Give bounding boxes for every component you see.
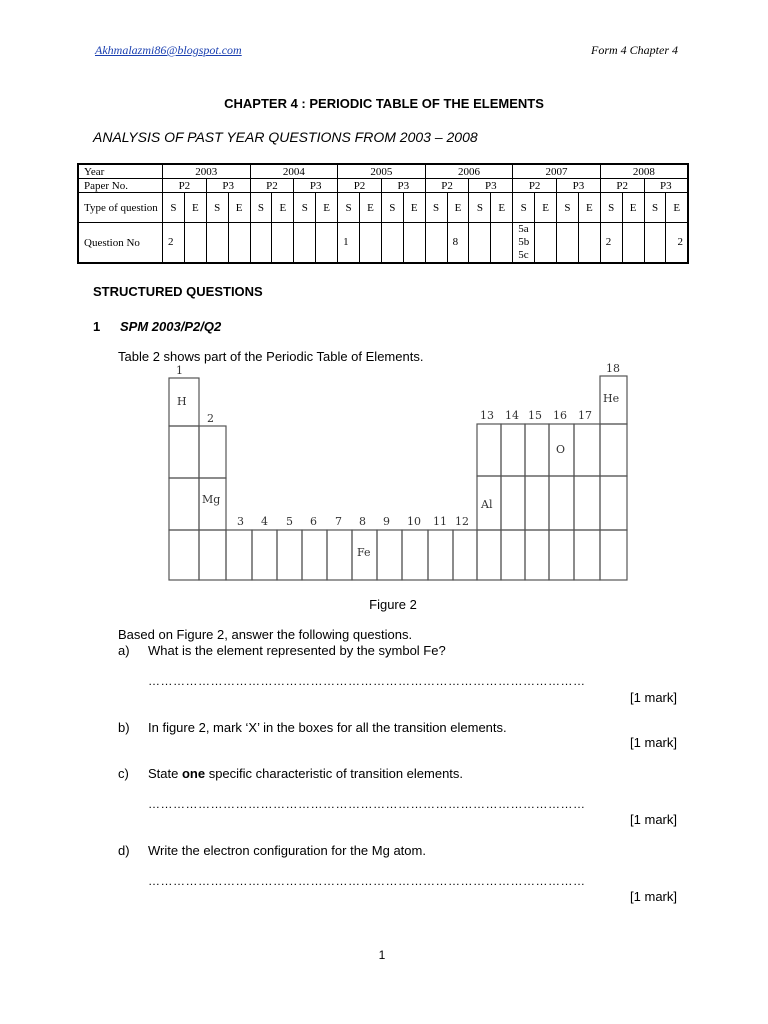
periodic-table-cell [549, 476, 574, 530]
year-row-label: Year [78, 164, 162, 179]
periodic-table-cell [477, 530, 501, 580]
type-row-label: Type of question [78, 193, 162, 223]
paper-cell: P2 [425, 179, 469, 193]
periodic-table-cell [525, 530, 549, 580]
figure-caption: Figure 2 [369, 597, 417, 612]
group-label: 2 [207, 412, 214, 425]
year-cell: 2007 [513, 164, 601, 179]
type-e-cell: E [184, 193, 206, 223]
periodic-table-grid [169, 376, 627, 580]
question-intro: Table 2 shows part of the Periodic Table of Elements. [118, 349, 424, 364]
type-e-cell: E [666, 193, 688, 223]
part-d-answer-line[interactable]: …………………………………………………………………………………………… [148, 874, 586, 888]
header-email-link[interactable]: Akhmalazmi86@blogspot.com [95, 43, 242, 57]
question-number: 1 [93, 319, 101, 334]
header-chapter-label: Form 4 Chapter 4 [591, 43, 678, 57]
qno-cell [644, 223, 666, 264]
qno-cell [447, 223, 469, 264]
periodic-table-cell [226, 530, 252, 580]
qno-cell [250, 223, 272, 264]
qno-cell [228, 223, 250, 264]
group-label: 18 [606, 362, 620, 375]
periodic-table-cell [501, 424, 525, 476]
part-c-text [148, 766, 463, 781]
group-label: 5 [286, 515, 293, 528]
group-label: 6 [310, 515, 317, 528]
part-d-text: Write the electron configuration for the Mg atom. [148, 843, 426, 858]
type-s-cell: S [206, 193, 228, 223]
part-d-mark: [1 mark] [630, 889, 677, 904]
paper-cell: P2 [338, 179, 382, 193]
group-label: 13 [480, 409, 494, 422]
paper-cell: P3 [469, 179, 513, 193]
part-c-text-before: State [148, 766, 182, 781]
element-symbol-al: Al [481, 498, 493, 511]
qno-value: 2 [677, 236, 683, 248]
qno-cell [316, 223, 338, 264]
type-s-cell: S [338, 193, 360, 223]
part-a-mark: [1 mark] [630, 690, 677, 705]
qno-cell [600, 223, 622, 264]
qno-cell [381, 223, 403, 264]
paper-cell: P3 [294, 179, 338, 193]
element-symbol-he: He [603, 392, 620, 405]
year-cell: 2008 [600, 164, 688, 179]
qno-cell [360, 223, 382, 264]
qno-value: 2 [167, 236, 174, 248]
part-c-mark: [1 mark] [630, 812, 677, 827]
periodic-table-cell [169, 478, 199, 530]
part-c-answer-line[interactable]: …………………………………………………………………………………………… [148, 797, 586, 811]
type-e-cell: E [491, 193, 513, 223]
periodic-table-cell [428, 530, 453, 580]
qno-value: 8 [452, 236, 459, 248]
type-e-cell: E [535, 193, 557, 223]
group-label: 9 [383, 515, 390, 528]
qno-cell [184, 223, 206, 264]
qno-cell [469, 223, 491, 264]
type-s-cell: S [250, 193, 272, 223]
type-s-cell: S [557, 193, 579, 223]
qno-value: 1 [343, 236, 349, 248]
paper-cell: P3 [381, 179, 425, 193]
periodic-table-cell [252, 530, 277, 580]
paper-cell: P3 [206, 179, 250, 193]
part-b-label: b) [118, 720, 130, 735]
periodic-table-cell [525, 476, 549, 530]
part-c-text-bold: one [181, 766, 206, 781]
qno-cell [338, 223, 360, 264]
year-cell: 2006 [425, 164, 513, 179]
part-b-text: In figure 2, mark ‘X’ in the boxes for all the transition elements. [148, 720, 507, 735]
year-row [78, 164, 688, 179]
paper-cell: P2 [600, 179, 644, 193]
part-b-mark: [1 mark] [630, 735, 677, 750]
group-label: 16 [553, 409, 567, 422]
type-s-cell: S [294, 193, 316, 223]
periodic-table-cell [377, 530, 402, 580]
periodic-table-cell [600, 424, 627, 476]
group-label: 4 [261, 515, 268, 528]
qno-cell [557, 223, 579, 264]
group-label: 1 [176, 364, 183, 377]
qno-cell [622, 223, 644, 264]
qno-cell [666, 223, 688, 264]
periodic-table-cell [525, 424, 549, 476]
group-label: 7 [335, 515, 342, 528]
section-title: STRUCTURED QUESTIONS [93, 284, 263, 299]
type-e-cell: E [447, 193, 469, 223]
qno-cell [578, 223, 600, 264]
question-number-row [78, 223, 688, 264]
type-e-cell: E [578, 193, 600, 223]
part-c-text-after: specific characteristic of transition elements. [205, 766, 464, 781]
element-symbol-mg: Mg [202, 493, 221, 506]
group-label: 10 [407, 515, 421, 528]
qno-cell [272, 223, 294, 264]
periodic-table-cell [477, 424, 501, 476]
periodic-table-cell [402, 530, 428, 580]
qno-cell [491, 223, 513, 264]
qno-cell [425, 223, 447, 264]
type-e-cell: E [316, 193, 338, 223]
group-label: 8 [359, 515, 366, 528]
paper-cell: P2 [162, 179, 206, 193]
periodic-table-cell [574, 476, 600, 530]
group-label: 12 [455, 515, 469, 528]
group-label: 14 [505, 409, 519, 422]
periodic-table-cell [169, 426, 199, 478]
qno-value: 2 [605, 236, 612, 248]
paper-cell: P3 [557, 179, 601, 193]
question-lead-in: Based on Figure 2, answer the following questions. [118, 627, 413, 642]
paper-cell: P2 [513, 179, 557, 193]
paper-cell: P2 [250, 179, 294, 193]
periodic-table-cell [169, 530, 199, 580]
part-c-label: c) [118, 766, 129, 781]
question-reference: SPM 2003/P2/Q2 [120, 319, 222, 334]
element-symbol-fe: Fe [357, 546, 371, 559]
group-label: 17 [578, 409, 592, 422]
periodic-table-cell [199, 530, 226, 580]
periodic-table-cell [501, 530, 525, 580]
periodic-table-cell [549, 530, 574, 580]
element-symbol-h: H [177, 395, 187, 408]
group-labels [176, 362, 620, 528]
qno-value: 5a 5b 5c [518, 223, 530, 261]
part-a-label: a) [118, 643, 130, 658]
periodic-table-cell [574, 530, 600, 580]
paper-row [78, 179, 688, 193]
periodic-table-cell [327, 530, 352, 580]
analysis-title: ANALYSIS OF PAST YEAR QUESTIONS FROM 2003 – 2008 [93, 129, 478, 145]
type-e-cell: E [360, 193, 382, 223]
type-s-cell: S [600, 193, 622, 223]
type-e-cell: E [228, 193, 250, 223]
type-s-cell: S [644, 193, 666, 223]
periodic-table-cell [453, 530, 477, 580]
year-cell: 2004 [250, 164, 338, 179]
chapter-title: CHAPTER 4 : PERIODIC TABLE OF THE ELEMENTS [224, 96, 544, 111]
qno-cell [403, 223, 425, 264]
type-row [78, 193, 688, 223]
year-cell: 2005 [338, 164, 426, 179]
type-e-cell: E [622, 193, 644, 223]
element-symbol-o: O [556, 443, 566, 456]
periodic-table-cell [277, 530, 302, 580]
paper-cell: P3 [644, 179, 688, 193]
past-year-analysis-table [77, 163, 689, 264]
type-e-cell: E [272, 193, 294, 223]
year-cell: 2003 [162, 164, 250, 179]
periodic-table-cell [501, 476, 525, 530]
qno-cell [294, 223, 316, 264]
qno-cell [535, 223, 557, 264]
periodic-table-cell [199, 426, 226, 478]
type-s-cell: S [162, 193, 184, 223]
qno-cell [206, 223, 228, 264]
qno-cell [162, 223, 184, 264]
type-s-cell: S [469, 193, 491, 223]
group-label: 3 [237, 515, 244, 528]
periodic-table-figure [160, 360, 630, 585]
part-a-text: What is the element represented by the symbol Fe? [148, 643, 446, 658]
type-e-cell: E [403, 193, 425, 223]
periodic-table-cell [302, 530, 327, 580]
group-label: 11 [433, 515, 447, 528]
type-s-cell: S [425, 193, 447, 223]
periodic-table-cell [600, 530, 627, 580]
part-d-label: d) [118, 843, 130, 858]
paper-row-label: Paper No. [78, 179, 162, 193]
type-s-cell: S [381, 193, 403, 223]
qno-cell [513, 223, 535, 264]
group-label: 15 [528, 409, 542, 422]
type-s-cell: S [513, 193, 535, 223]
page-number: 1 [378, 948, 386, 962]
part-a-answer-line[interactable]: …………………………………………………………………………………………… [148, 674, 586, 688]
periodic-table-cell [600, 476, 627, 530]
question-number-row-label: Question No [78, 223, 162, 264]
periodic-table-cell [574, 424, 600, 476]
